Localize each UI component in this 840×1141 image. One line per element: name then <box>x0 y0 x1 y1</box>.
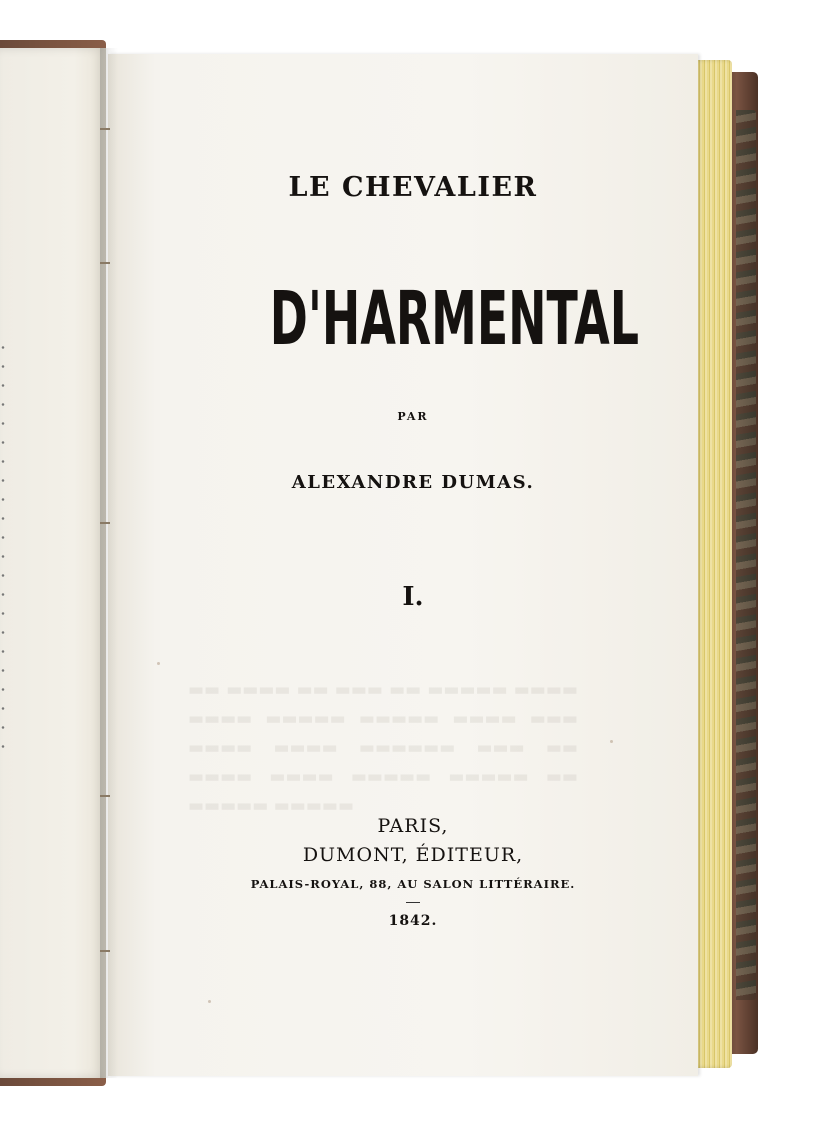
author-name: ALEXANDRE DUMAS. <box>291 472 535 493</box>
binding-stitch <box>100 262 110 264</box>
paper-foxing <box>157 662 160 665</box>
imprint-publisher: DUMONT, ÉDITEUR, <box>302 844 524 866</box>
binding-stitch <box>100 795 110 797</box>
binding-stitch <box>100 950 110 952</box>
imprint-rule <box>406 902 420 903</box>
imprint-address: PALAIS-ROYAL, 88, AU SALON LITTÉRAIRE. <box>250 877 576 891</box>
marbled-board <box>736 110 756 1000</box>
imprint-year: 1842. <box>388 913 438 929</box>
title-line-1: LE CHEVALIER <box>288 172 538 203</box>
paper-foxing <box>208 1000 211 1003</box>
paper-foxing <box>610 740 613 743</box>
binding-stitch <box>100 128 110 130</box>
volume-number: I. <box>402 582 424 612</box>
show-through-text: ▬▬ ▬▬▬▬ ▬▬ ▬▬▬ ▬▬ ▬▬▬▬▬ ▬▬▬▬ ▬▬▬▬ ▬▬▬▬▬ ▬▬▬▬▬ ▬▬▬▬ ▬▬▬ ▬▬▬▬ ▬▬▬▬ ▬▬▬▬▬▬ ▬▬▬ ▬▬ ▬▬▬▬ ▬▬▬▬ ▬▬▬▬▬ ▬▬▬▬▬ ▬▬ ▬▬▬▬▬ ▬▬▬▬▬ <box>188 680 578 816</box>
title-line-2: D'HARMENTAL <box>269 276 640 362</box>
imprint-city: PARIS, <box>377 815 449 837</box>
binding-stitch <box>100 522 110 524</box>
by-label: PAR <box>397 410 429 423</box>
left-page <box>0 48 106 1078</box>
left-page-dotted-edge <box>0 338 6 758</box>
